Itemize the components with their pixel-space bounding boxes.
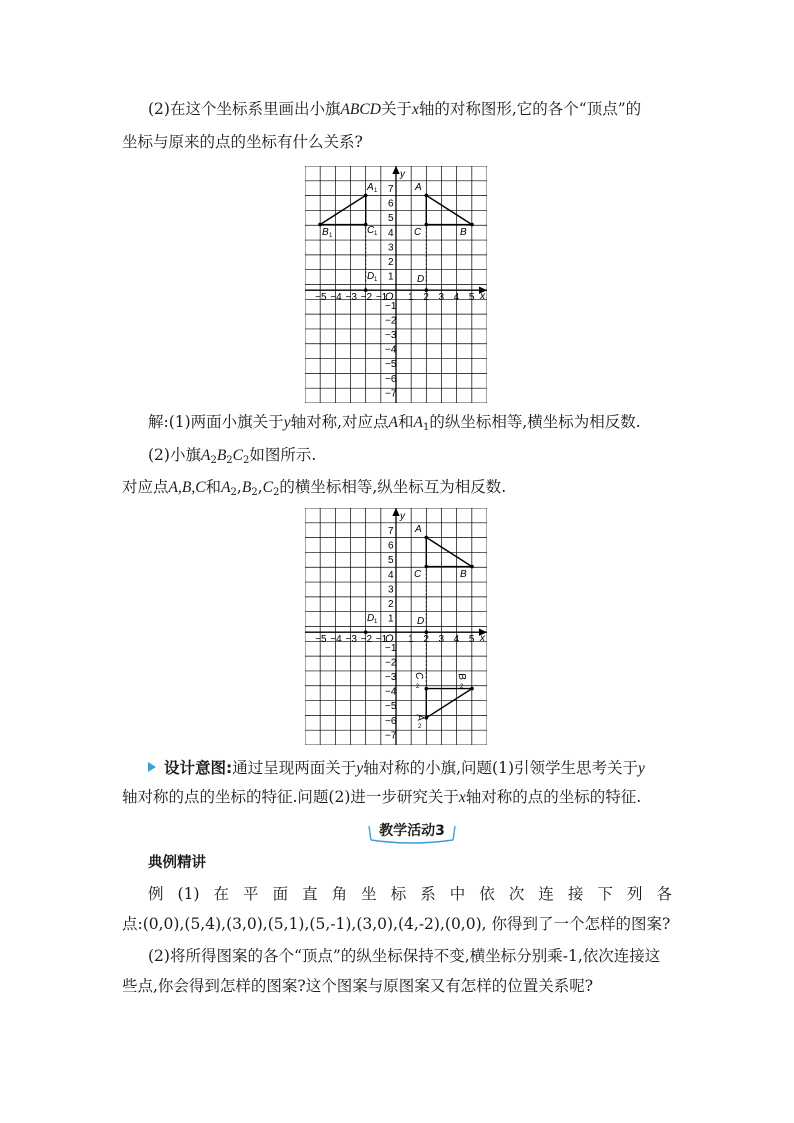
question-text: 轴的对称图形,它的各个“顶点”的 — [418, 100, 642, 118]
x-tick-label: 4 — [453, 292, 460, 304]
solution-text: 轴对称,对应点 — [290, 413, 389, 431]
point-symbol: A — [413, 414, 423, 431]
label-b: B — [460, 227, 467, 238]
y-tick-label: −1 — [385, 642, 397, 654]
x-tick-label: 2 — [423, 634, 429, 646]
label-a: A — [415, 182, 422, 193]
subscript: 2 — [243, 455, 250, 466]
x-tick-label: 3 — [438, 634, 445, 646]
y-tick-label: −5 — [385, 359, 397, 371]
x-tick-label: −3 — [345, 634, 357, 646]
subscript: 2 — [251, 487, 258, 498]
solution-text: 和 — [205, 478, 222, 496]
y-tick-label: 5 — [388, 555, 394, 567]
label-b2: B — [455, 672, 468, 681]
example-word: 在 — [213, 885, 230, 903]
x-tick-label: −5 — [315, 634, 327, 646]
x-tick-label: −2 — [360, 634, 373, 646]
y-tick-label: 5 — [388, 213, 394, 225]
question-text: 关于 — [380, 100, 412, 118]
x-axis-label: x — [480, 633, 485, 644]
label-c: C — [414, 569, 422, 580]
solution-text: 和 — [397, 413, 414, 431]
design-text: 轴对称的点的坐标的特征. — [465, 788, 642, 806]
point-symbol: A — [200, 447, 211, 464]
y-tick-label: −6 — [385, 715, 397, 727]
example-word: 角 — [331, 885, 348, 903]
point-symbol: C — [232, 447, 243, 464]
design-text: 轴对称的小旗,问题(1)引领学生思考关于 — [363, 759, 638, 777]
solution-text: 的纵坐标相等,横坐标为相反数. — [429, 413, 641, 431]
subscript: 2 — [272, 487, 280, 498]
example-line-4: 些点,你会得到怎样的图案?这个图案与原图案又有怎样的位置关系呢? — [122, 977, 594, 995]
example-word: 次 — [508, 885, 525, 903]
point-symbol: B — [241, 479, 252, 496]
x-tick-label: 1 — [408, 292, 414, 304]
coordinate-grid-2 — [305, 508, 487, 745]
x-tick-label: 1 — [408, 634, 414, 646]
y-tick-label: −2 — [385, 657, 397, 669]
example-word: 依 — [479, 885, 495, 903]
design-text: 通过呈现两面关于 — [232, 759, 357, 777]
y-tick-label: −4 — [385, 344, 397, 356]
question-line-2: 坐标与原来的点的坐标有什么关系? — [122, 133, 363, 151]
example-word: 面 — [272, 885, 289, 903]
solution-line-2 — [148, 444, 316, 472]
sub-a1: 1 — [374, 188, 378, 194]
solution-line-1 — [148, 411, 641, 439]
subscript: 1 — [422, 422, 430, 433]
x-tick-label: −3 — [345, 292, 357, 304]
label-b: B — [460, 569, 467, 580]
example-word: 标 — [390, 885, 407, 903]
y-tick-label: −7 — [385, 730, 397, 742]
label-d: D — [417, 274, 425, 285]
example-word: 系 — [420, 885, 436, 903]
sub-c2: 2 — [416, 684, 420, 690]
y-tick-label: −6 — [385, 373, 397, 385]
sub-d1: 1 — [374, 277, 378, 283]
origin-label: O — [385, 291, 394, 303]
y-tick-label: 4 — [388, 569, 394, 581]
example-heading: 典例精讲 — [148, 855, 206, 871]
axis-symbol: x — [458, 789, 466, 806]
axis-symbol: x — [411, 101, 419, 118]
y-tick-label: −7 — [385, 388, 397, 400]
design-line-1 — [148, 757, 645, 780]
solution-text: (2)小旗 — [148, 446, 201, 464]
solution-text: 对应点 — [122, 478, 169, 496]
y-tick-label: −3 — [385, 330, 397, 341]
y-axis-label: y — [400, 511, 405, 522]
example-word: 连 — [538, 885, 554, 903]
x-tick-label: 4 — [453, 634, 460, 646]
example-word: 坐 — [361, 885, 377, 903]
x-tick-label: −4 — [330, 634, 342, 646]
y-tick-label: −1 — [385, 300, 397, 312]
y-tick-label: 7 — [388, 184, 394, 195]
question-line-1 — [148, 98, 641, 121]
x-tick-label: 2 — [423, 292, 429, 304]
axis-symbol: y — [356, 760, 364, 777]
y-tick-label: −4 — [385, 686, 397, 698]
x-tick-label: −1 — [375, 634, 388, 646]
design-line-2 — [122, 786, 641, 809]
origin-label: O — [385, 633, 394, 645]
activity-banner — [367, 820, 457, 844]
sub-b2: 2 — [460, 684, 464, 690]
x-tick-label: −4 — [330, 292, 342, 304]
example-word: 直 — [302, 885, 318, 903]
subscript: 2 — [230, 487, 237, 498]
point-symbols: A,B,C — [168, 479, 206, 496]
play-triangle-icon — [148, 762, 156, 772]
example-word: (1) — [177, 885, 200, 903]
design-text: 轴对称的点的坐标的特征.问题(2)进一步研究关于 — [122, 788, 459, 806]
x-tick-label: 3 — [438, 292, 445, 304]
example-word: 接 — [567, 885, 584, 903]
example-word: 例 — [148, 885, 164, 903]
label-d1: D — [367, 271, 375, 282]
y-tick-label: 6 — [388, 198, 394, 210]
y-tick-label: 4 — [388, 227, 394, 239]
label-a1: A — [367, 182, 374, 193]
subscript: 2 — [210, 455, 217, 466]
flag-name: ABCD — [340, 101, 381, 118]
y-tick-label: 3 — [388, 584, 394, 596]
sub-a2: 2 — [418, 724, 422, 730]
solution-text: 解:(1)两面小旗关于 — [148, 413, 284, 431]
y-tick-label: 6 — [388, 540, 394, 552]
tick-labels — [315, 526, 475, 741]
solution-line-3: 对应点A,B,C和$A_2,B_2,C_2$的横坐标相等,纵坐标互为相反数. — [122, 478, 507, 498]
solution-text: 如图所示. — [249, 446, 317, 464]
question-text: (2)在这个坐标系里画出小旗 — [148, 100, 341, 118]
activity-title: 教学活动3 — [379, 823, 445, 839]
example-line-1 — [148, 883, 672, 905]
point-symbol: A — [221, 479, 231, 496]
example-word: 各 — [656, 885, 672, 903]
label-c1: C — [367, 225, 375, 236]
x-axis-label: x — [480, 291, 485, 302]
flag-abcd — [425, 194, 474, 292]
sub-b1: 1 — [329, 233, 333, 239]
y-tick-label: −5 — [385, 701, 397, 713]
y-tick-label: 2 — [388, 257, 394, 268]
sub-d1: 1 — [374, 619, 378, 625]
x-tick-label: −5 — [315, 292, 327, 304]
example-word: 下 — [597, 885, 613, 903]
label-a2: A — [413, 713, 426, 722]
label-b1: B — [322, 227, 329, 238]
label-d: D — [417, 616, 425, 627]
tick-labels — [315, 184, 475, 399]
y-tick-label: 2 — [388, 599, 394, 610]
label-c2: C — [412, 671, 425, 681]
design-label: 设计意图: — [164, 759, 233, 777]
label-d1: D — [367, 613, 375, 624]
point-symbol: A — [388, 414, 398, 431]
y-tick-label: 3 — [388, 242, 394, 254]
solution-text: 的横坐标相等,纵坐标互为相反数. — [279, 478, 507, 496]
example-line-2: 点:(0,0),(5,4),(3,0),(5,1),(5,-1),(3,0),(4,-2),(0,0), 你得到了一个怎样的图案? — [122, 915, 671, 933]
axis-symbol: y — [283, 414, 291, 431]
example-word: 中 — [449, 885, 466, 903]
coordinate-grid-1 — [305, 166, 487, 403]
subscript: 2 — [226, 455, 233, 466]
y-tick-label: 7 — [388, 526, 394, 537]
label-a: A — [415, 524, 422, 535]
y-tick-label: 1 — [388, 271, 394, 283]
point-symbol: C — [262, 479, 273, 496]
flag-a1b1c1d1 — [318, 194, 367, 292]
x-tick-label: 5 — [468, 292, 475, 304]
example-line-3: (2)将所得图案的各个“顶点”的纵坐标保持不变,横坐标分别乘-1,依次连接这 — [148, 947, 661, 965]
example-word: 列 — [626, 885, 643, 903]
example-word: 平 — [243, 885, 259, 903]
y-tick-label: −2 — [385, 315, 397, 327]
y-tick-label: 1 — [388, 613, 394, 625]
y-tick-label: −3 — [385, 672, 397, 683]
label-c: C — [414, 227, 422, 238]
x-tick-label: 5 — [468, 634, 475, 646]
point-symbol: B — [216, 447, 227, 464]
y-axis-label: y — [400, 169, 405, 180]
x-tick-label: −2 — [360, 292, 373, 304]
axis-symbol: y — [638, 760, 645, 777]
x-tick-label: −1 — [375, 292, 388, 304]
sub-c1: 1 — [374, 231, 378, 237]
